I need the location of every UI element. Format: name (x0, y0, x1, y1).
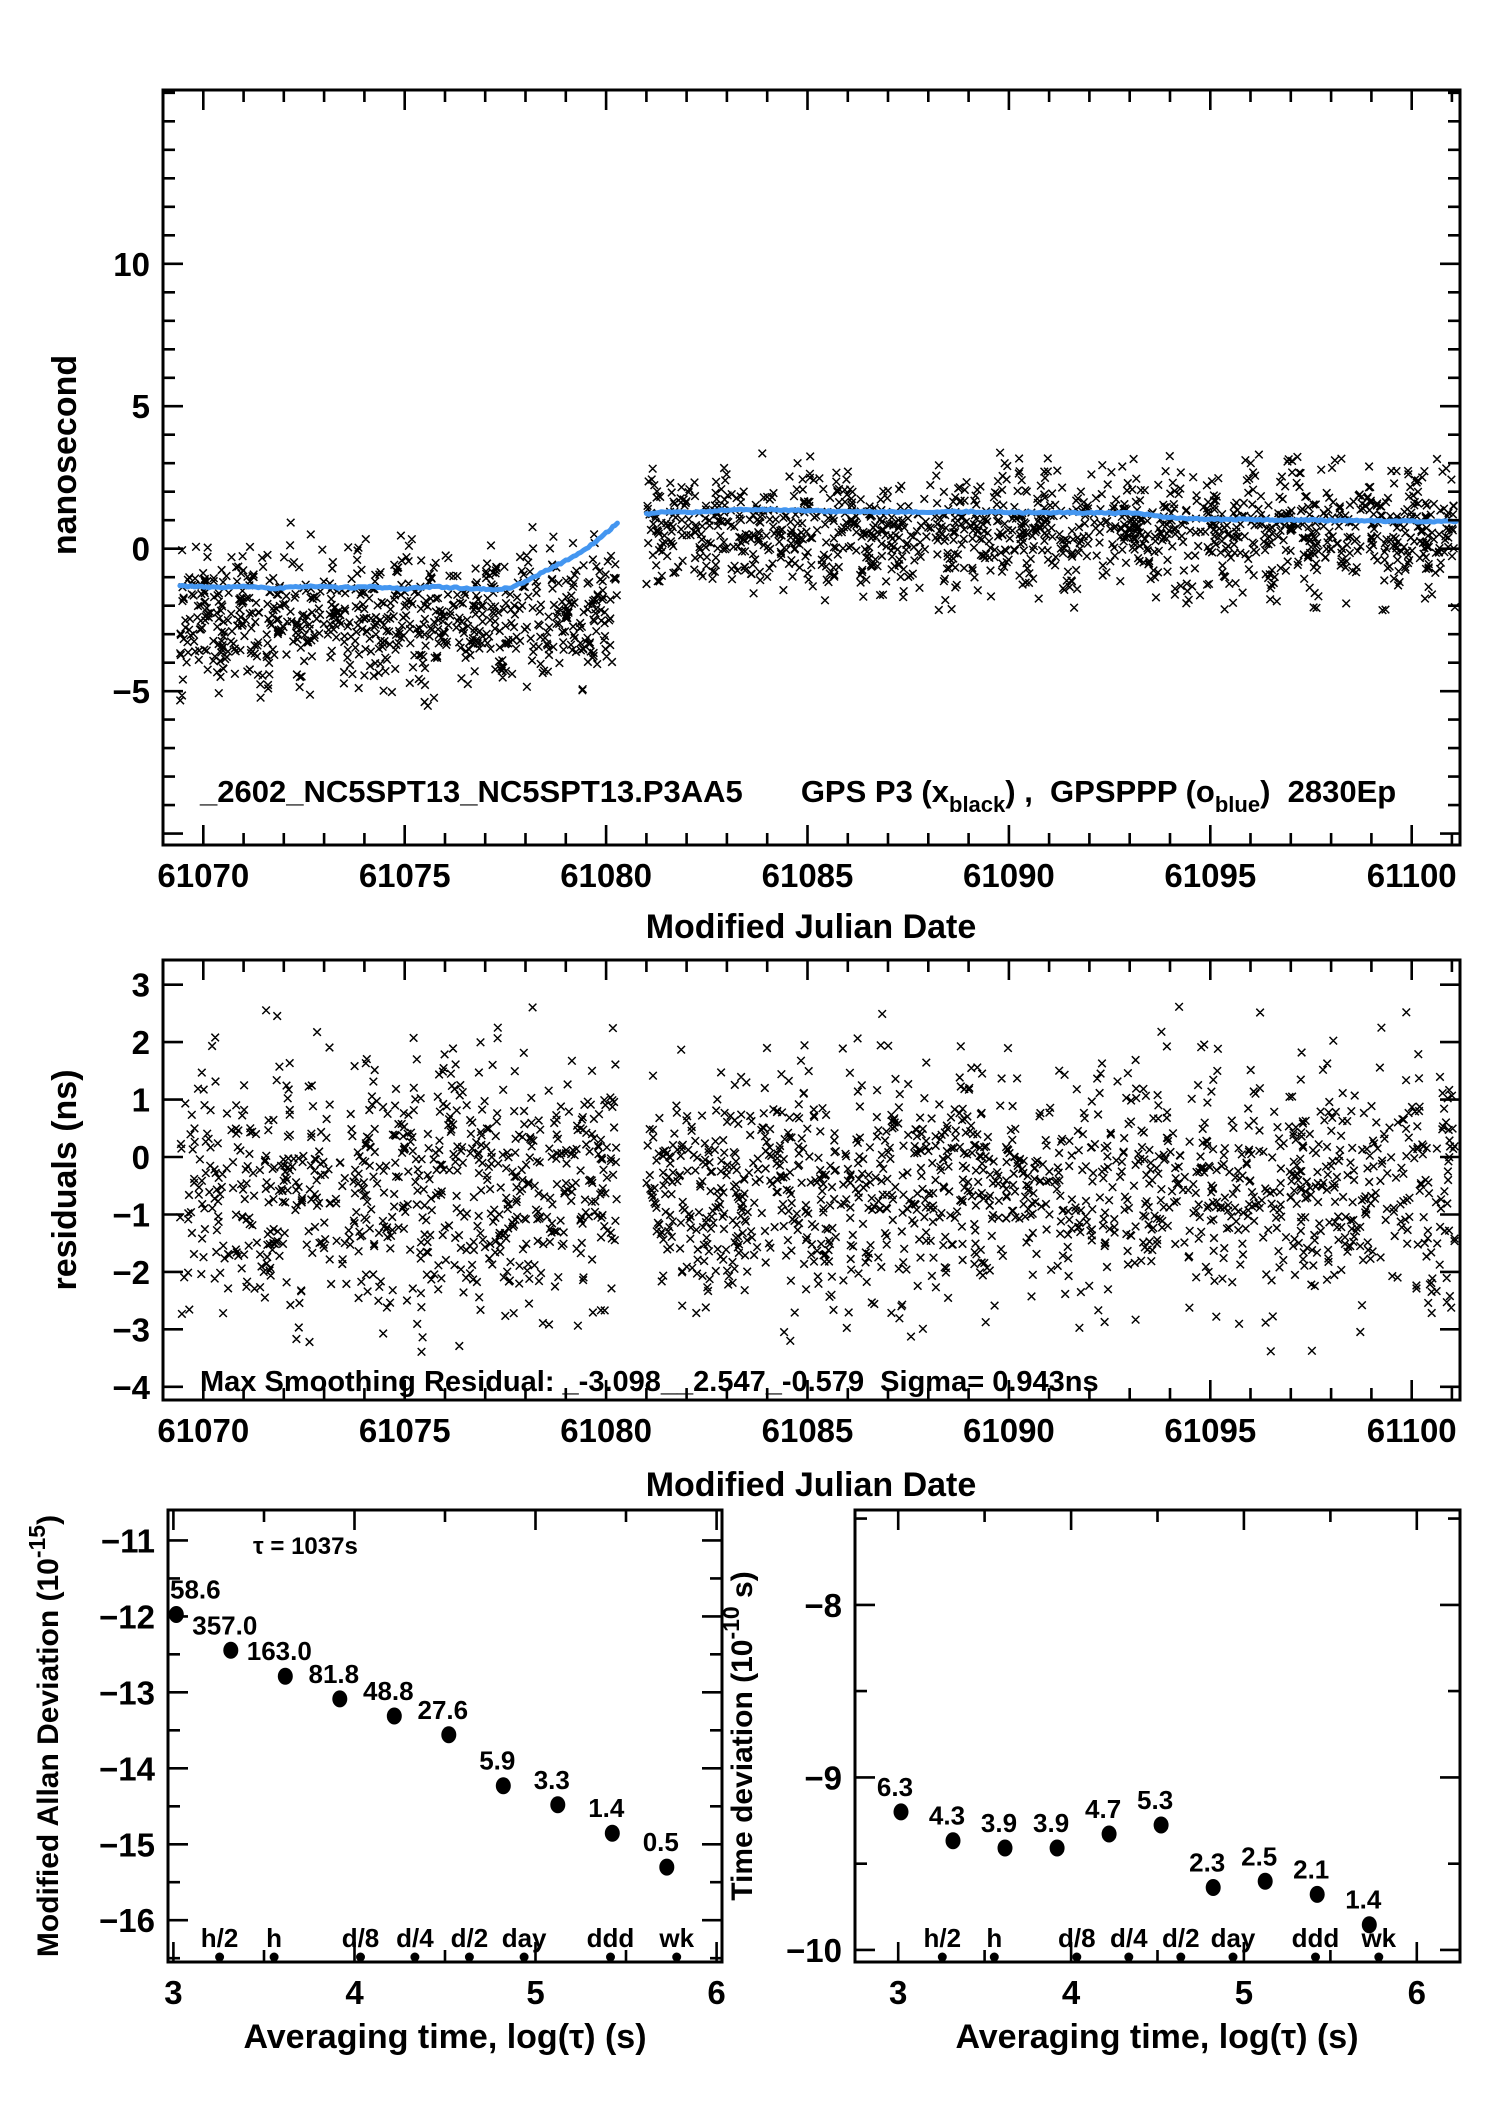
tdev-value-label: 3.9 (980, 1808, 1018, 1838)
residuals-x-tick-label: 61090 (963, 1412, 1055, 1449)
tdev-data-point (1102, 1826, 1117, 1843)
gps-vs-ppp-x-tick-label: 61070 (157, 857, 250, 894)
mdev-data-point (441, 1726, 456, 1743)
tau-marker-dot (410, 1953, 419, 1962)
top-yaxis-title: nanosecond (46, 354, 84, 556)
tau-marker-label: d/4 (396, 1923, 434, 1953)
tdev-ylabel-pre: Time deviation (10 (726, 1639, 759, 1901)
tau-marker-label: day (501, 1923, 547, 1953)
mdev-y-tick-label: −16 (99, 1902, 155, 1940)
mdev-xaxis-title: Averaging time, log(τ) (s) (243, 2018, 647, 2056)
mdev-y-tick-label: −12 (99, 1598, 155, 1636)
residuals-y-tick-label: −2 (112, 1253, 150, 1291)
tdev-data-point (894, 1803, 909, 1820)
tdev-data-point (998, 1840, 1013, 1857)
tdev-y-tick-label: −8 (804, 1586, 842, 1624)
tau-marker-label: h (986, 1923, 1003, 1953)
tdev-data-point (1050, 1840, 1065, 1857)
tau-marker-dot (1374, 1953, 1383, 1962)
tau-marker-label: d/2 (1162, 1923, 1200, 1953)
residuals-x-tick-label: 61085 (761, 1412, 854, 1449)
gps-vs-ppp-y-tick-label: 5 (131, 388, 150, 426)
tdev-data-point (1206, 1879, 1221, 1896)
mdev-value-label: 1.4 (588, 1793, 625, 1824)
tau-marker-dot (465, 1953, 474, 1962)
top-xaxis-title: Modified Julian Date (645, 908, 977, 946)
mdev-x-tick-label: 6 (707, 1974, 726, 2011)
mdev-value-label: 163.0 (246, 1636, 312, 1667)
mdev-y-tick-label: −14 (99, 1750, 155, 1788)
tdev-ylabel-sup: -10 (718, 1606, 744, 1640)
tau-marker-dot (1176, 1953, 1185, 1962)
mdev-ylabel-pre: Modified Allan Deviation (10 (32, 1558, 65, 1958)
tau-marker-label: wk (659, 1923, 695, 1953)
mdev-data-point (605, 1825, 620, 1842)
tdev-value-label: 6.3 (876, 1771, 914, 1802)
tdev-x-tick-label: 6 (1407, 1974, 1426, 2011)
tdev-ylabel-post: s) (726, 1571, 759, 1607)
tau-marker-label: h (266, 1923, 283, 1953)
mdev-ylabel-post: ) (32, 1514, 65, 1525)
mdev-value-label: 58.6 (170, 1574, 221, 1605)
tdev-data-point (1258, 1873, 1273, 1890)
residuals-x-tick-label: 61070 (157, 1412, 250, 1449)
mdev-y-tick-label: −15 (99, 1826, 155, 1864)
tau-marker-label: h/2 (923, 1923, 962, 1953)
residuals-scatter-points (176, 1004, 620, 1356)
title-sub-black: black (949, 792, 1006, 817)
tau-marker-dot (990, 1953, 999, 1962)
tdev-value-label: 4.3 (928, 1800, 966, 1831)
mdev-y-tick-label: −11 (100, 1522, 155, 1560)
mid-xaxis-title: Modified Julian Date (645, 1466, 977, 1504)
tdev-value-label: 4.7 (1085, 1794, 1122, 1824)
mdev-value-label: 0.5 (642, 1827, 679, 1858)
tau-marker-dot (1311, 1953, 1320, 1962)
tdev-value-label: 2.5 (1241, 1841, 1278, 1872)
gps-vs-ppp-x-tick-label: 61085 (761, 857, 854, 894)
residuals-x-tick-label: 61100 (1366, 1412, 1457, 1449)
title-sub-blue: blue (1214, 792, 1261, 817)
mdev-data-point (550, 1796, 565, 1813)
residuals-y-tick-label: 3 (131, 966, 150, 1004)
tdev-y-tick-label: −10 (786, 1931, 842, 1969)
mdev-x-tick-label: 3 (164, 1974, 183, 2011)
mdev-data-point (496, 1777, 511, 1794)
mdev-data-point (332, 1690, 347, 1707)
mdev-data-point (169, 1606, 184, 1623)
tdev-yaxis-title (718, 1571, 759, 1900)
mdev-value-label: 81.8 (308, 1658, 360, 1689)
mid-yaxis-title: residuals (ns) (46, 1069, 84, 1291)
tau-marker-label: d/8 (341, 1923, 380, 1953)
residuals-y-tick-label: 2 (131, 1024, 150, 1062)
tau-marker-label: day (1210, 1923, 1256, 1953)
top-panel-title (199, 774, 1396, 817)
mdev-data-point (278, 1668, 293, 1685)
mdev-value-label: 3.3 (533, 1764, 570, 1795)
mdev-data-point (223, 1642, 238, 1659)
mdev-value-label: 5.9 (479, 1745, 516, 1776)
mdev-value-label: 357.0 (192, 1610, 258, 1641)
mdev-data-point (659, 1859, 674, 1876)
tdev-x-tick-label: 4 (1061, 1974, 1081, 2011)
tau-marker-dot (1229, 1953, 1238, 1962)
gps-vs-ppp-x-tick-label: 61075 (358, 857, 451, 894)
tau-marker-dot (672, 1953, 681, 1962)
gps-vs-ppp-y-tick-label: −5 (112, 673, 150, 711)
residuals-x-tick-label: 61075 (358, 1412, 451, 1449)
tdev-data-point (1310, 1886, 1325, 1903)
tau-annotation: τ = 1037s (253, 1533, 358, 1560)
tau-marker-dot (270, 1953, 279, 1962)
residuals-y-tick-label: −1 (112, 1196, 150, 1234)
gps-vs-ppp-tick-marks (163, 90, 1460, 845)
residuals-y-tick-label: −3 (112, 1311, 150, 1349)
residual-annotation: Max Smoothing Residual: _-3.098__2.547_-0.579 Sigma= 0.943ns (200, 1366, 1099, 1398)
tdev-value-label: 5.3 (1137, 1785, 1174, 1815)
tdev-data-point (1154, 1817, 1169, 1834)
residuals-y-tick-label: 1 (131, 1081, 150, 1119)
mdev-value-label: 27.6 (417, 1694, 469, 1725)
gps-vs-ppp-scatter-points (176, 519, 620, 710)
tau-marker-dot (356, 1953, 365, 1962)
generated-chart-graphics (99, 90, 1460, 2011)
residuals-x-tick-label: 61080 (560, 1412, 652, 1449)
tdev-xaxis-title: Averaging time, log(τ) (s) (955, 2018, 1359, 2056)
tdev-x-tick-label: 5 (1234, 1974, 1254, 2011)
gps-vs-ppp-y-tick-label: 0 (131, 530, 150, 568)
residuals-y-tick-label: 0 (131, 1139, 150, 1176)
tdev-value-label: 2.1 (1293, 1854, 1330, 1885)
tau-marker-dot (938, 1953, 947, 1962)
tau-marker-dot (1124, 1953, 1133, 1962)
gps-vs-ppp-x-tick-label: 61100 (1366, 857, 1457, 894)
tdev-value-label: 2.3 (1189, 1847, 1226, 1878)
mdev-x-tick-label: 4 (345, 1974, 364, 2011)
tau-marker-dot (520, 1953, 529, 1962)
title-dataset-code: _2602_NC5SPT13_NC5SPT13.P3AA5 (200, 774, 743, 809)
tau-marker-label: d/4 (1110, 1923, 1148, 1953)
residuals-x-tick-label: 61095 (1164, 1412, 1257, 1449)
title-gps-part: GPS P3 (x (800, 774, 949, 809)
gps-vs-ppp-x-tick-label: 61095 (1164, 857, 1257, 894)
gps-vs-ppp-x-tick-label: 61080 (560, 857, 652, 894)
tau-marker-label: ddd (586, 1923, 635, 1953)
title-ppp-part: ) , GPSPPP (o (1005, 774, 1215, 809)
tdev-data-point (946, 1832, 961, 1849)
tau-marker-label: ddd (1291, 1923, 1340, 1953)
tdev-y-tick-label: −9 (804, 1759, 842, 1797)
residuals-scatter-points (643, 1003, 1459, 1355)
mdev-yaxis-title (24, 1515, 65, 1957)
tau-marker-label: wk (1361, 1923, 1397, 1953)
gps-vs-ppp-x-tick-label: 61090 (963, 857, 1055, 894)
tau-marker-label: h/2 (200, 1923, 239, 1953)
tau-marker-label: d/8 (1058, 1923, 1096, 1953)
mdev-ylabel-sup: -15 (24, 1524, 50, 1559)
residuals-y-tick-label: −4 (112, 1368, 150, 1406)
tdev-value-label: 3.9 (1033, 1808, 1070, 1838)
tau-marker-dot (1072, 1953, 1081, 1962)
mdev-value-label: 48.8 (362, 1676, 414, 1706)
title-epochs: ) 2830Ep (1260, 774, 1397, 809)
tau-marker-dot (215, 1953, 224, 1962)
gps-vs-ppp-frame (163, 90, 1460, 845)
tdev-value-label: 1.4 (1345, 1884, 1382, 1915)
tau-marker-dot (606, 1953, 615, 1962)
gps-vs-ppp-scatter-points (643, 449, 1459, 614)
tau-marker-label: d/2 (450, 1923, 489, 1953)
tdev-x-tick-label: 3 (889, 1974, 908, 2011)
mdev-y-tick-label: −13 (99, 1674, 155, 1712)
gps-vs-ppp-y-tick-label: 10 (113, 245, 150, 283)
mdev-data-point (387, 1708, 402, 1725)
mdev-x-tick-label: 5 (526, 1974, 545, 2011)
